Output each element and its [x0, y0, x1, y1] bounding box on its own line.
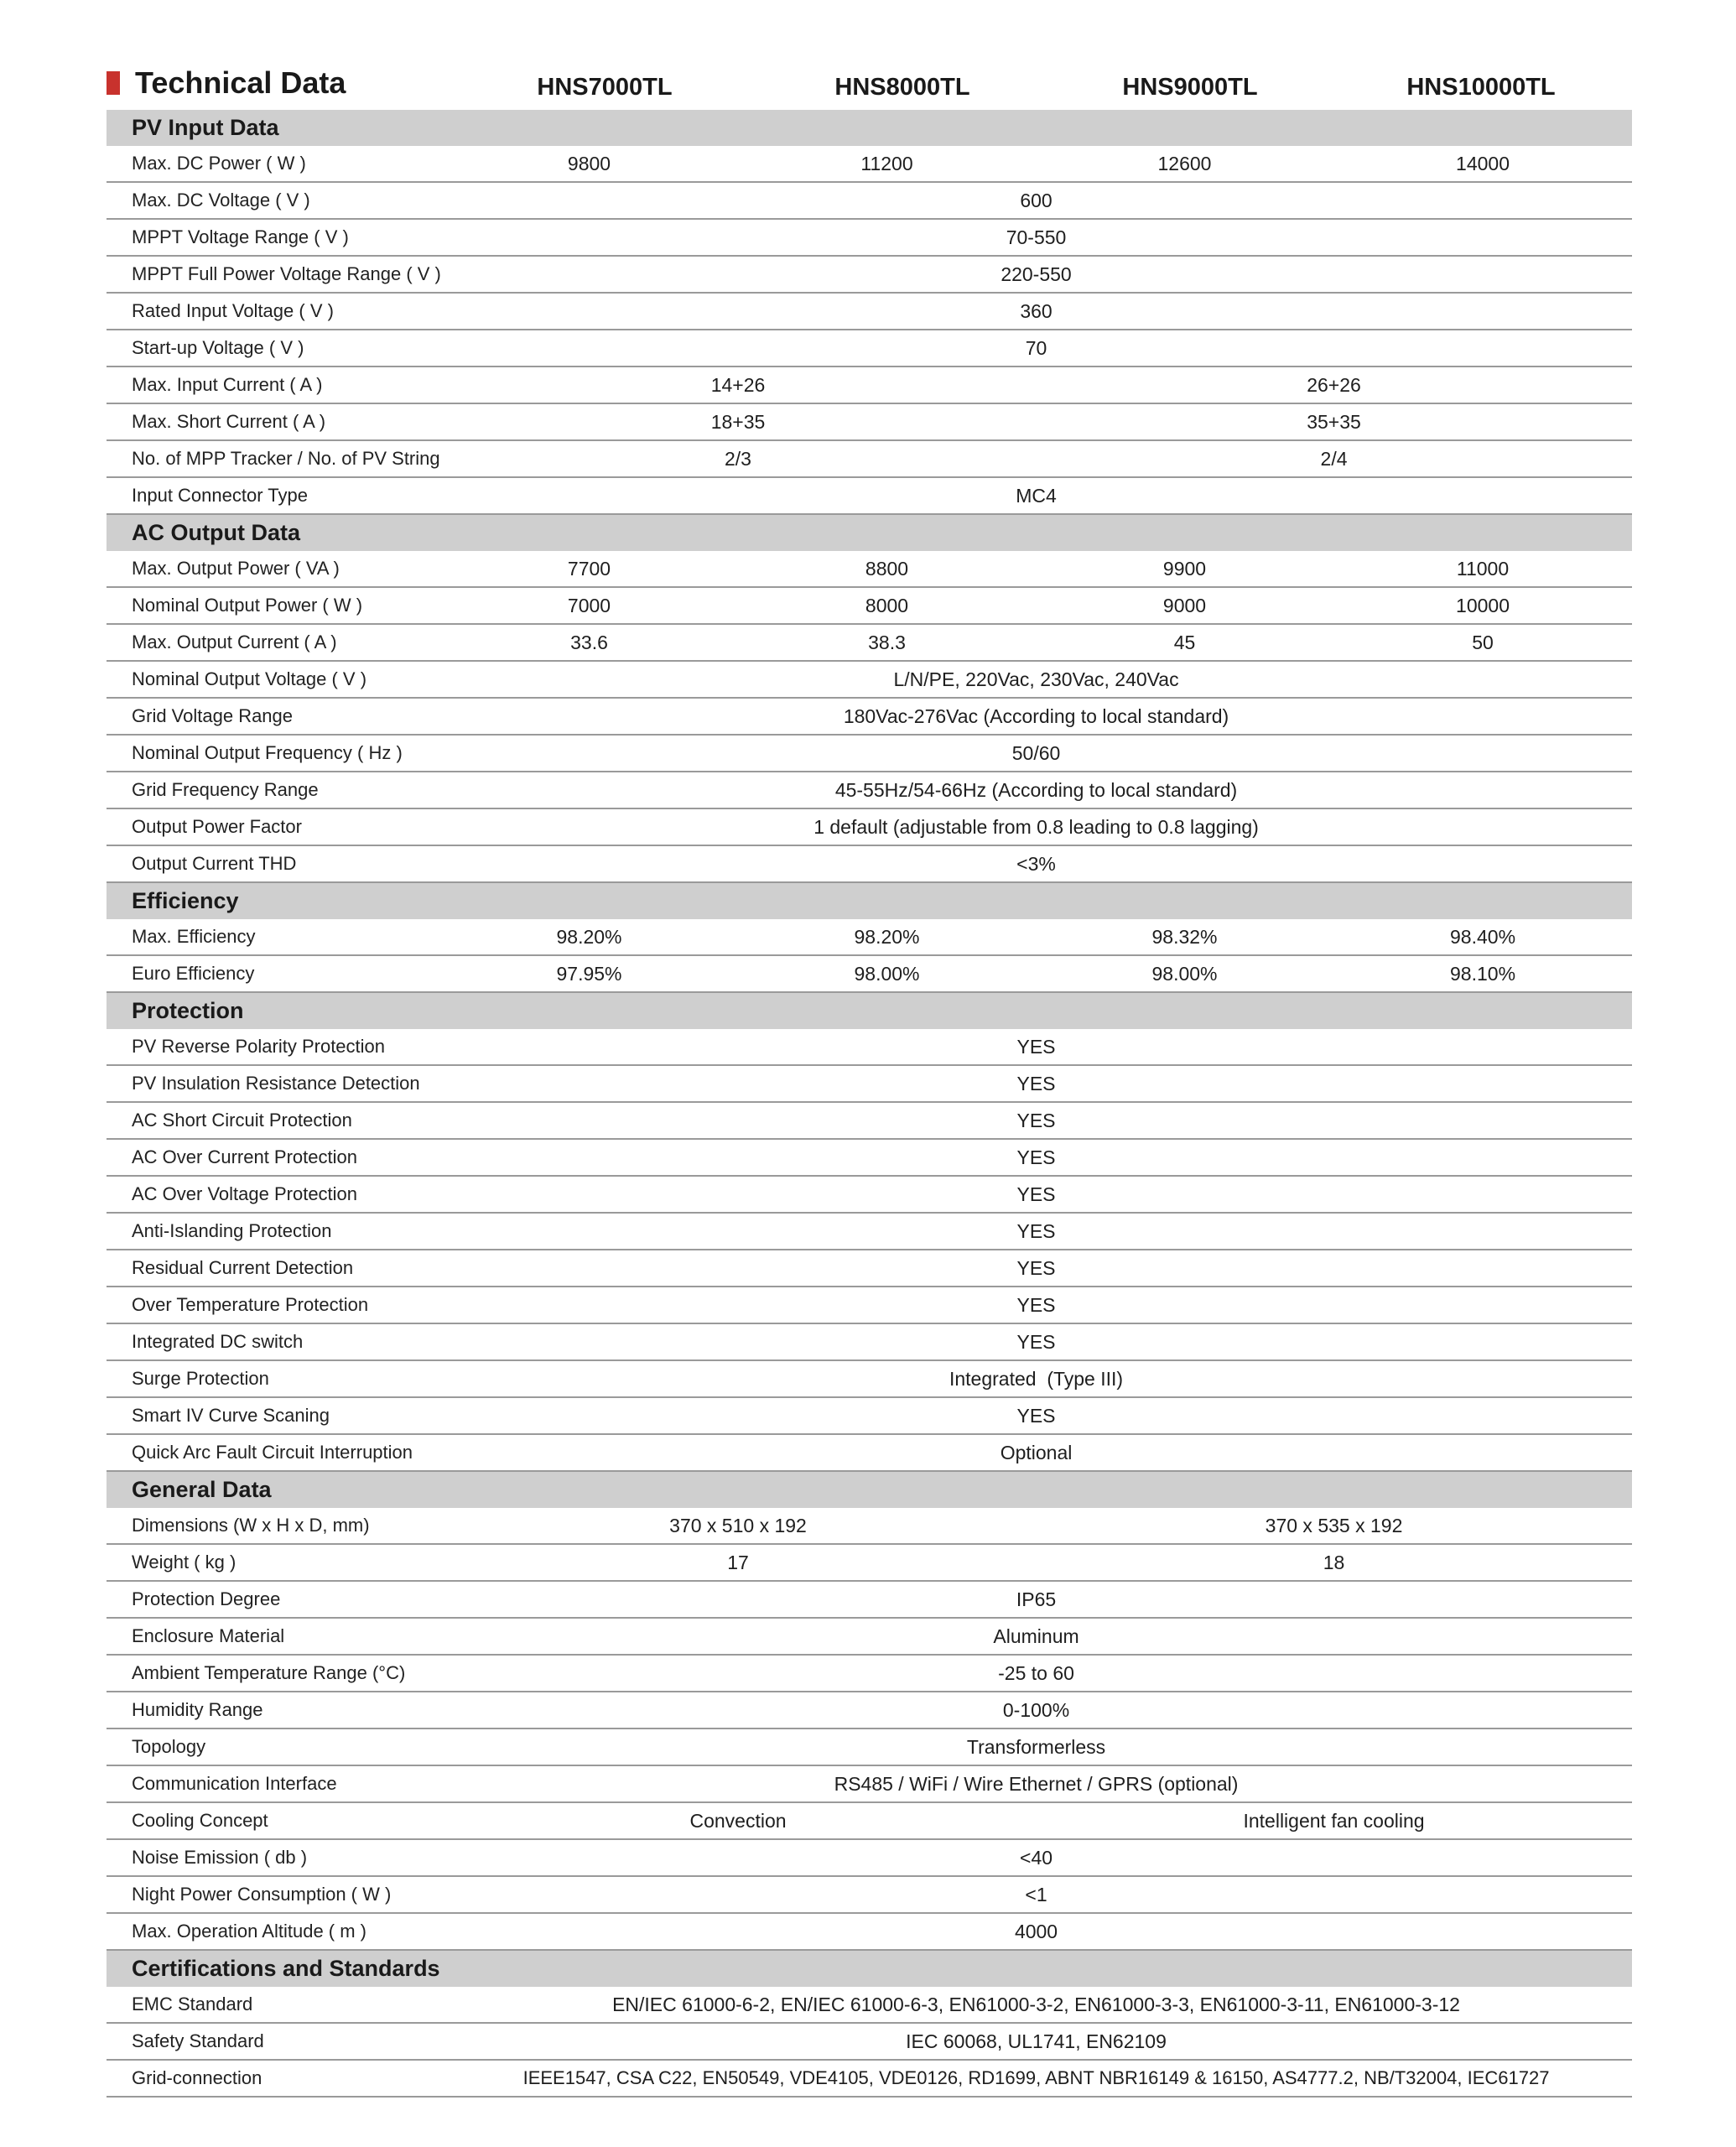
cell-value: 14000: [1333, 146, 1632, 182]
cell-value: 7000: [440, 587, 738, 624]
cell-value: 35+35: [1036, 403, 1632, 440]
table-row: [107, 293, 1632, 330]
cell-value: 98.00%: [1036, 955, 1333, 992]
row-label: Ambient Temperature Range (°C): [107, 1655, 440, 1692]
cell-value: 98.20%: [738, 919, 1036, 955]
row-label: Nominal Output Voltage ( V ): [107, 661, 440, 698]
table-row: [107, 1765, 1632, 1802]
cell-value: Aluminum: [440, 1618, 1632, 1655]
cell-value: 98.00%: [738, 955, 1036, 992]
cell-value: YES: [440, 1250, 1632, 1287]
table-row: [107, 624, 1632, 661]
table-row: [107, 2060, 1632, 2097]
table-row: [107, 256, 1632, 293]
row-label: Nominal Output Power ( W ): [107, 587, 440, 624]
row-label: AC Over Voltage Protection: [107, 1176, 440, 1213]
cell-value: YES: [440, 1323, 1632, 1360]
cell-value: 0-100%: [440, 1692, 1632, 1729]
row-label: Input Connector Type: [107, 477, 440, 514]
table-row: [107, 1581, 1632, 1618]
row-label: Smart IV Curve Scaning: [107, 1397, 440, 1434]
table-row: [107, 1839, 1632, 1876]
table-row: [107, 1876, 1632, 1913]
cell-value: 98.20%: [440, 919, 738, 955]
row-label: Rated Input Voltage ( V ): [107, 293, 440, 330]
table-row: [107, 1029, 1632, 1065]
row-label: Grid Frequency Range: [107, 772, 440, 808]
cell-value: 45: [1036, 624, 1333, 661]
row-label: Enclosure Material: [107, 1618, 440, 1655]
row-label: Grid-connection: [107, 2060, 440, 2097]
row-label: Anti-Islanding Protection: [107, 1213, 440, 1250]
cell-value: YES: [440, 1176, 1632, 1213]
table-row: [107, 2023, 1632, 2060]
row-label: Over Temperature Protection: [107, 1287, 440, 1323]
table-row: [107, 735, 1632, 772]
row-label: Communication Interface: [107, 1765, 440, 1802]
cell-value: YES: [440, 1287, 1632, 1323]
cell-value: YES: [440, 1065, 1632, 1102]
row-label: Safety Standard: [107, 2023, 440, 2060]
cell-value: 45-55Hz/54-66Hz (According to local standard): [440, 772, 1632, 808]
cell-value: 50: [1333, 624, 1632, 661]
table-row: [107, 587, 1632, 624]
section-ac-output: [107, 514, 1632, 551]
section-general: [107, 1471, 1632, 1508]
row-label: Start-up Voltage ( V ): [107, 330, 440, 366]
section-heading: General Data: [107, 1471, 1632, 1508]
section-protection: [107, 992, 1632, 1029]
row-label: Max. Output Power ( VA ): [107, 551, 440, 587]
row-label: Dimensions (W x H x D, mm): [107, 1508, 440, 1544]
cell-value: 14+26: [440, 366, 1036, 403]
table-row: [107, 772, 1632, 808]
table-row: [107, 477, 1632, 514]
cell-value: 7700: [440, 551, 738, 587]
model-header-1: HNS7000TL: [537, 74, 673, 101]
row-label: Grid Voltage Range: [107, 698, 440, 735]
cell-value: 18+35: [440, 403, 1036, 440]
row-label: Residual Current Detection: [107, 1250, 440, 1287]
row-label: Night Power Consumption ( W ): [107, 1876, 440, 1913]
cell-value: 38.3: [738, 624, 1036, 661]
table-row: [107, 440, 1632, 477]
row-label: AC Short Circuit Protection: [107, 1102, 440, 1139]
section-efficiency: [107, 882, 1632, 919]
cell-value: 70-550: [440, 219, 1632, 256]
cell-value: Optional: [440, 1434, 1632, 1471]
row-label: Output Power Factor: [107, 808, 440, 845]
cell-value: YES: [440, 1213, 1632, 1250]
table-row: [107, 919, 1632, 955]
table-row: [107, 1287, 1632, 1323]
cell-value: YES: [440, 1029, 1632, 1065]
model-header-3: HNS9000TL: [1122, 74, 1258, 101]
table-row: [107, 1102, 1632, 1139]
row-label: Quick Arc Fault Circuit Interruption: [107, 1434, 440, 1471]
spec-table: [107, 110, 1632, 2098]
row-label: Noise Emission ( db ): [107, 1839, 440, 1876]
table-row: [107, 1065, 1632, 1102]
cell-value: <3%: [440, 845, 1632, 882]
row-label: Protection Degree: [107, 1581, 440, 1618]
row-label: Max. DC Power ( W ): [107, 146, 440, 182]
cell-value: 1 default (adjustable from 0.8 leading to 0.8 lagging): [440, 808, 1632, 845]
cell-value: -25 to 60: [440, 1655, 1632, 1692]
row-label: Integrated DC switch: [107, 1323, 440, 1360]
row-label: Max. Output Current ( A ): [107, 624, 440, 661]
table-row: [107, 1323, 1632, 1360]
row-label: Euro Efficiency: [107, 955, 440, 992]
title-block: [107, 62, 346, 104]
cell-value: YES: [440, 1102, 1632, 1139]
cell-value: MC4: [440, 477, 1632, 514]
table-row: [107, 1913, 1632, 1950]
cell-value: 370 x 510 x 192: [440, 1508, 1036, 1544]
table-row: [107, 1434, 1632, 1471]
cell-value: YES: [440, 1139, 1632, 1176]
cell-value: 9800: [440, 146, 738, 182]
section-heading: AC Output Data: [107, 514, 1632, 551]
row-label: Max. Operation Altitude ( m ): [107, 1913, 440, 1950]
cell-value: RS485 / WiFi / Wire Ethernet / GPRS (optional): [440, 1765, 1632, 1802]
table-row: [107, 551, 1632, 587]
cell-value: IP65: [440, 1581, 1632, 1618]
cell-value: 4000: [440, 1913, 1632, 1950]
cell-value: 26+26: [1036, 366, 1632, 403]
table-row: [107, 808, 1632, 845]
row-label: Max. Short Current ( A ): [107, 403, 440, 440]
section-certifications: [107, 1950, 1632, 1987]
cell-value: 370 x 535 x 192: [1036, 1508, 1632, 1544]
cell-value: 220-550: [440, 256, 1632, 293]
row-label: EMC Standard: [107, 1987, 440, 2023]
cell-value: 97.95%: [440, 955, 738, 992]
table-row: [107, 1176, 1632, 1213]
cell-value: 50/60: [440, 735, 1632, 772]
row-label: Nominal Output Frequency ( Hz ): [107, 735, 440, 772]
cell-value: Convection: [440, 1802, 1036, 1839]
table-row: [107, 1544, 1632, 1581]
table-row: [107, 1655, 1632, 1692]
cell-value: 12600: [1036, 146, 1333, 182]
section-heading: PV Input Data: [107, 110, 1632, 146]
cell-value: Intelligent fan cooling: [1036, 1802, 1632, 1839]
table-row: [107, 661, 1632, 698]
cell-value: 2/3: [440, 440, 1036, 477]
section-heading: Protection: [107, 992, 1632, 1029]
cell-value: 98.32%: [1036, 919, 1333, 955]
cell-value: Integrated (Type III): [440, 1360, 1632, 1397]
table-row: [107, 182, 1632, 219]
cell-value: 9900: [1036, 551, 1333, 587]
table-row: [107, 1397, 1632, 1434]
cell-value: <1: [440, 1876, 1632, 1913]
cell-value: Transformerless: [440, 1729, 1632, 1765]
cell-value: 98.40%: [1333, 919, 1632, 955]
title-marker: [107, 71, 120, 95]
table-row: [107, 955, 1632, 992]
cell-value: 180Vac-276Vac (According to local standard): [440, 698, 1632, 735]
cell-value: 33.6: [440, 624, 738, 661]
table-row: [107, 845, 1632, 882]
model-header-2: HNS8000TL: [834, 74, 970, 101]
cell-value: <40: [440, 1839, 1632, 1876]
section-heading: Certifications and Standards: [107, 1950, 1632, 1987]
table-row: [107, 1802, 1632, 1839]
table-row: [107, 403, 1632, 440]
row-label: Max. DC Voltage ( V ): [107, 182, 440, 219]
table-row: [107, 1139, 1632, 1176]
row-label: AC Over Current Protection: [107, 1139, 440, 1176]
table-row: [107, 330, 1632, 366]
cell-value: L/N/PE, 220Vac, 230Vac, 240Vac: [440, 661, 1632, 698]
cell-value: YES: [440, 1397, 1632, 1434]
row-label: Output Current THD: [107, 845, 440, 882]
row-label: Max. Efficiency: [107, 919, 440, 955]
row-label: MPPT Full Power Voltage Range ( V ): [107, 256, 440, 293]
table-row: [107, 219, 1632, 256]
cell-value: 600: [440, 182, 1632, 219]
table-row: [107, 1508, 1632, 1544]
table-row: [107, 698, 1632, 735]
table-row: [107, 1360, 1632, 1397]
cell-value: 8000: [738, 587, 1036, 624]
cell-value: 360: [440, 293, 1632, 330]
row-label: Surge Protection: [107, 1360, 440, 1397]
table-row: [107, 1618, 1632, 1655]
row-label: Topology: [107, 1729, 440, 1765]
table-row: [107, 146, 1632, 182]
table-row: [107, 1729, 1632, 1765]
cell-value: 9000: [1036, 587, 1333, 624]
row-label: No. of MPP Tracker / No. of PV String: [107, 440, 440, 477]
table-row: [107, 366, 1632, 403]
cell-value: 8800: [738, 551, 1036, 587]
section-pv-input: [107, 110, 1632, 146]
row-label: MPPT Voltage Range ( V ): [107, 219, 440, 256]
row-label: PV Reverse Polarity Protection: [107, 1029, 440, 1065]
cell-value: 2/4: [1036, 440, 1632, 477]
row-label: Max. Input Current ( A ): [107, 366, 440, 403]
row-label: Weight ( kg ): [107, 1544, 440, 1581]
cell-value: 10000: [1333, 587, 1632, 624]
cell-value: EN/IEC 61000-6-2, EN/IEC 61000-6-3, EN61000-3-2, EN61000-3-3, EN61000-3-11, EN61000-3-12: [440, 1987, 1632, 2023]
cell-value: IEEE1547, CSA C22, EN50549, VDE4105, VDE0126, RD1699, ABNT NBR16149 & 16150, AS4777.2, NB/T32004, IEC61727: [440, 2060, 1632, 2097]
cell-value: 18: [1036, 1544, 1632, 1581]
cell-value: 17: [440, 1544, 1036, 1581]
section-heading: Efficiency: [107, 882, 1632, 919]
table-row: [107, 1213, 1632, 1250]
table-row: [107, 1250, 1632, 1287]
cell-value: 11000: [1333, 551, 1632, 587]
table-row: [107, 1692, 1632, 1729]
cell-value: 98.10%: [1333, 955, 1632, 992]
model-header-4: HNS10000TL: [1406, 74, 1556, 101]
cell-value: 11200: [738, 146, 1036, 182]
table-row: [107, 1987, 1632, 2023]
page-title: Technical Data: [135, 65, 346, 100]
cell-value: IEC 60068, UL1741, EN62109: [440, 2023, 1632, 2060]
cell-value: 70: [440, 330, 1632, 366]
row-label: Cooling Concept: [107, 1802, 440, 1839]
row-label: PV Insulation Resistance Detection: [107, 1065, 440, 1102]
row-label: Humidity Range: [107, 1692, 440, 1729]
